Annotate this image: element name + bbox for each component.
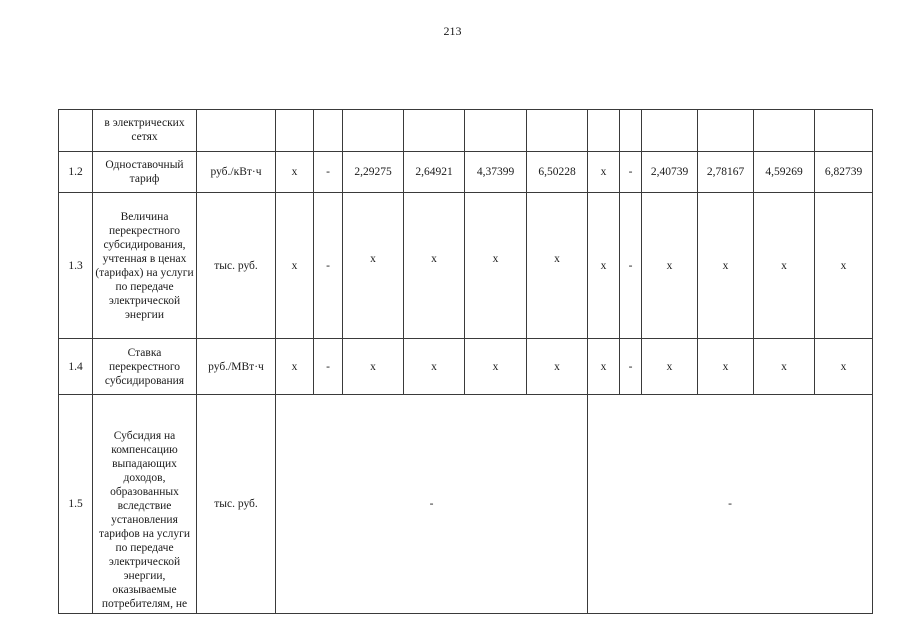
table-row-1-4 — [59, 339, 873, 395]
value-cell: - — [620, 152, 642, 193]
value-cell: х — [343, 339, 404, 395]
value-cell: - — [314, 339, 343, 395]
unit-cell: руб./кВт·ч — [197, 152, 276, 193]
value-cell: х — [588, 152, 620, 193]
value-cell: х — [465, 193, 527, 339]
value-cell — [314, 110, 343, 152]
tariff-table — [58, 109, 873, 614]
value-cell: - — [620, 339, 642, 395]
value-cell: х — [276, 339, 314, 395]
value-cell: - — [620, 193, 642, 339]
row-label-cell: в электрических сетях — [93, 110, 197, 152]
value-cell: 6,50228 — [527, 152, 588, 193]
value-cell — [588, 110, 620, 152]
value-cell — [620, 110, 642, 152]
value-cell — [276, 110, 314, 152]
row-label-cell: Одноставочный тариф — [93, 152, 197, 193]
value-cell: х — [588, 339, 620, 395]
value-cell — [527, 110, 588, 152]
value-cell: 4,59269 — [754, 152, 815, 193]
table-row-continuation — [59, 110, 873, 152]
unit-cell: тыс. руб. — [197, 193, 276, 339]
value-cell: 6,82739 — [815, 152, 873, 193]
value-cell: х — [754, 193, 815, 339]
value-cell: 2,64921 — [404, 152, 465, 193]
unit-cell: руб./МВт·ч — [197, 339, 276, 395]
value-cell: х — [404, 339, 465, 395]
value-cell — [404, 110, 465, 152]
value-cell: 2,40739 — [642, 152, 698, 193]
value-cell: х — [527, 339, 588, 395]
row-number-cell: 1.4 — [59, 339, 93, 395]
value-cell: х — [754, 339, 815, 395]
value-cell — [815, 110, 873, 152]
table-row-1-3 — [59, 193, 873, 339]
merged-value-cell: - — [588, 395, 873, 614]
value-cell: х — [465, 339, 527, 395]
value-cell: х — [276, 152, 314, 193]
value-cell — [642, 110, 698, 152]
page-number: 213 — [443, 24, 462, 38]
value-cell: х — [642, 193, 698, 339]
row-label-cell: Субсидия на компенсацию выпадающих доходов, образованных вследствие установления тарифов на услуги по передаче электрической энергии, оказываемые потребителям, не — [93, 395, 197, 614]
value-cell: - — [314, 193, 343, 339]
value-cell: х — [815, 193, 873, 339]
row-label-cell: Величина перекрестного субсидирования, учтенная в ценах (тарифах) на услуги по передаче электрической энергии — [93, 193, 197, 339]
row-number-cell: 1.3 — [59, 193, 93, 339]
value-cell — [343, 110, 404, 152]
table-row-1-2 — [59, 152, 873, 193]
value-cell — [698, 110, 754, 152]
value-cell: х — [815, 339, 873, 395]
row-number-cell: 1.2 — [59, 152, 93, 193]
value-cell: х — [588, 193, 620, 339]
value-cell: 2,29275 — [343, 152, 404, 193]
value-cell — [465, 110, 527, 152]
value-cell: х — [404, 193, 465, 339]
value-cell: х — [642, 339, 698, 395]
value-cell: х — [698, 339, 754, 395]
value-cell: 4,37399 — [465, 152, 527, 193]
value-cell: х — [276, 193, 314, 339]
row-label-cell: Ставка перекрестного субсидирования — [93, 339, 197, 395]
merged-value-cell: - — [276, 395, 588, 614]
row-number-cell — [59, 110, 93, 152]
unit-cell — [197, 110, 276, 152]
value-cell: - — [314, 152, 343, 193]
value-cell: х — [527, 193, 588, 339]
value-cell: х — [343, 193, 404, 339]
value-cell — [754, 110, 815, 152]
unit-cell: тыс. руб. — [197, 395, 276, 614]
value-cell: 2,78167 — [698, 152, 754, 193]
row-number-cell: 1.5 — [59, 395, 93, 614]
table-row-1-5 — [59, 395, 873, 614]
value-cell: х — [698, 193, 754, 339]
